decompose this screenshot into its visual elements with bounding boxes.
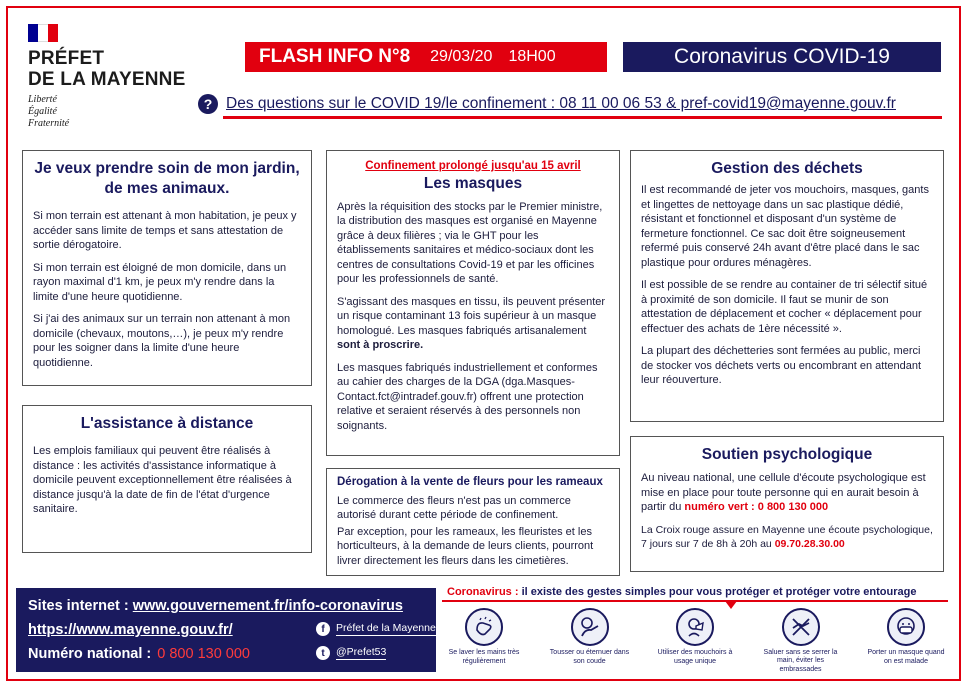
gestes-title-text: il existe des gestes simples pour vous protéger et protéger votre entourage bbox=[521, 586, 917, 598]
national-number: 0 800 130 000 bbox=[157, 646, 250, 662]
twitter-icon: t bbox=[316, 646, 330, 660]
geste-no-handshake bbox=[759, 608, 843, 674]
masques-p2-bold: sont à proscrire. bbox=[337, 339, 424, 351]
marianne-flag-icon bbox=[28, 24, 58, 42]
facebook-label: Préfet de la Mayenne bbox=[336, 622, 436, 634]
soutien-p1 bbox=[641, 471, 933, 515]
assistance-box bbox=[22, 405, 312, 553]
mask-icon bbox=[887, 608, 925, 646]
jardin-p3: Si j'ai des animaux sur un terrain non attenant à mon domicile (chevaux, moutons,…), je peux m'y rendre pour les soigner dans la limite d'une heure quotidienne. bbox=[33, 313, 291, 369]
prefet-logo bbox=[28, 24, 218, 130]
gestes-title bbox=[447, 586, 916, 598]
cough-elbow-icon bbox=[571, 608, 609, 646]
masques-p1: Après la réquisition des stocks par le Premier ministre, la distribution des masques est organisé en Mayenne grâce à deux filières ; via le GHT pour les établissements sanitaires et médico-sociaux dont les centres de consultations Covid-19 et par les officines pour les professionnels de santé. bbox=[337, 200, 603, 285]
logo-mayenne: DE LA MAYENNE bbox=[28, 69, 186, 90]
question-line bbox=[198, 92, 944, 116]
question-underline bbox=[223, 116, 942, 119]
soutien-p1-text: Au niveau national, une cellule d'écoute psychologique est mise en place pour toute personne qui en aurait besoin à partir du bbox=[641, 472, 926, 513]
croix-rouge-number: 09.70.28.30.00 bbox=[774, 538, 845, 550]
devise-fraternite: Fraternité bbox=[28, 118, 70, 129]
fleurs-title: Dérogation à la vente de fleurs pour les rameaux bbox=[337, 476, 603, 488]
geste-cough bbox=[548, 608, 632, 674]
masques-p3: Les masques fabriqués industriellement et conformes au cahier des charges de la DGA (dga.Masques-Contact.fct@intradef.gouv.fr) offrent une protection relative et seraient réservés à des personnels non soignants. bbox=[337, 361, 598, 432]
soutien-p2 bbox=[641, 523, 933, 552]
national-line bbox=[28, 646, 250, 662]
confinement-subtitle: Confinement prolongé jusqu'au 15 avril bbox=[365, 160, 581, 172]
fleurs-p1: Le commerce des fleurs n'est pas un commerce autorisé durant cette période de confinement. bbox=[337, 494, 571, 521]
geste-label: Tousser ou éternuer dans son coude bbox=[549, 649, 630, 665]
dechets-box bbox=[630, 150, 944, 422]
soutien-box bbox=[630, 436, 944, 572]
numero-vert: numéro vert : 0 800 130 000 bbox=[684, 501, 829, 513]
dechets-p3: La plupart des déchetteries sont fermées au public, merci de stocker vos déchets verts ou encombrant en attendant leur réouverture. bbox=[641, 345, 922, 386]
geste-mask bbox=[864, 608, 948, 674]
question-icon: ? bbox=[198, 94, 218, 114]
sites-panel bbox=[16, 588, 436, 672]
mayenne-link[interactable]: https://www.mayenne.gouv.fr/ bbox=[28, 622, 233, 638]
jardin-title: Je veux prendre soin de mon jardin, de mes animaux. bbox=[34, 160, 300, 197]
covid-banner: Coronavirus COVID-19 bbox=[623, 42, 941, 72]
dechets-p2: Il est possible de se rendre au container de tri sélectif situé à proximité de son domicile. Il faut se munir de son attestation de déplacement et cocher « déplacement pour effectuer des achats de 1ère nécessité ». bbox=[641, 279, 928, 335]
masques-p2 bbox=[337, 295, 609, 353]
devise bbox=[28, 94, 218, 130]
devise-liberte: Liberté bbox=[28, 94, 57, 105]
geste-label: Porter un masque quand on est malade bbox=[867, 649, 945, 665]
gestes-rule bbox=[442, 600, 948, 602]
flash-title: FLASH INFO N°8 bbox=[259, 46, 411, 67]
geste-tissue bbox=[653, 608, 737, 674]
logo-prefet: PRÉFET bbox=[28, 48, 105, 69]
facebook-link[interactable] bbox=[316, 622, 436, 636]
jardin-p2: Si mon terrain est éloigné de mon domicile, dans un rayon maximal d'1 km, je peux m'y rendre dans la limite d'une heure quotidienne. bbox=[33, 261, 287, 303]
masques-title: Les masques bbox=[423, 174, 523, 192]
geste-label: Se laver les mains très régulièrement bbox=[448, 649, 520, 665]
dechets-title: Gestion des déchets bbox=[711, 160, 863, 177]
twitter-link[interactable] bbox=[316, 646, 386, 660]
twitter-label: @Prefet53 bbox=[336, 646, 387, 658]
flash-time: 18H00 bbox=[508, 48, 556, 65]
dechets-p1: Il est recommandé de jeter vos mouchoirs, masques, gants et lingettes de nettoyage dans un sac plastique dédié, résistant et fonctionnel et disposant d'un système de fermeture fonctionnel. Ce sac doit être soigneusement refermé puis conservé 24h avant d'être placé dans le sac plastique pour ordures ménagères. bbox=[641, 184, 929, 269]
assistance-title: L'assistance à distance bbox=[80, 415, 254, 432]
sites-line bbox=[28, 598, 403, 614]
gestes-row bbox=[442, 608, 948, 674]
facebook-icon: f bbox=[316, 622, 330, 636]
jardin-p1: Si mon terrain est attenant à mon habitation, je peux y accéder sans limite de temps et sans attestation de sortie dérogatoire. bbox=[33, 210, 297, 251]
tissue-icon bbox=[676, 608, 714, 646]
masques-box bbox=[326, 150, 620, 456]
flash-date: 29/03/20 bbox=[430, 48, 493, 65]
soutien-title: Soutien psychologique bbox=[701, 446, 873, 463]
sites-label: Sites internet : bbox=[28, 598, 129, 614]
national-label: Numéro national : bbox=[28, 646, 152, 662]
geste-handwash bbox=[442, 608, 526, 674]
no-handshake-icon bbox=[782, 608, 820, 646]
fleurs-p2: Par exception, pour les rameaux, les fleuristes et les horticulteurs, à la demande de leurs clients, pourront livrer directement les fleurs dans les cimetières. bbox=[337, 525, 594, 567]
question-contact-link[interactable]: Des questions sur le COVID 19/le confinement : 08 11 00 06 53 & pref-covid19@mayenne.gouv.fr bbox=[226, 95, 896, 112]
geste-label: Utiliser des mouchoirs à usage unique bbox=[657, 649, 733, 665]
assistance-p1: Les emplois familiaux qui peuvent être réalisés à distance : les activités d'assistance informatique à domicile peuvent exceptionnellement être réalisées à distance jusqu'à la date de fin de l'état d'urgence sanitaire. bbox=[33, 445, 292, 515]
handwash-icon bbox=[465, 608, 503, 646]
soutien-p2-text: La Croix rouge assure en Mayenne une écoute psychologique, 7 jours sur 7 de 8h à 20h au bbox=[641, 523, 933, 550]
gestes-title-red: Coronavirus : bbox=[447, 586, 519, 598]
masques-p2-text: S'agissant des masques en tissu, ils peuvent présenter un risque contaminant 13 fois supérieur à un masque homologué. Les masques fabriqués artisanalement bbox=[337, 295, 606, 337]
geste-label: Saluer sans se serrer la main, éviter les embrassades bbox=[763, 648, 838, 673]
flash-info-banner bbox=[245, 42, 607, 72]
jardin-box bbox=[22, 150, 312, 386]
fleurs-box bbox=[326, 468, 620, 576]
gouvernement-link[interactable]: www.gouvernement.fr/info-coronavirus bbox=[132, 598, 403, 614]
devise-egalite: Égalité bbox=[28, 106, 57, 117]
